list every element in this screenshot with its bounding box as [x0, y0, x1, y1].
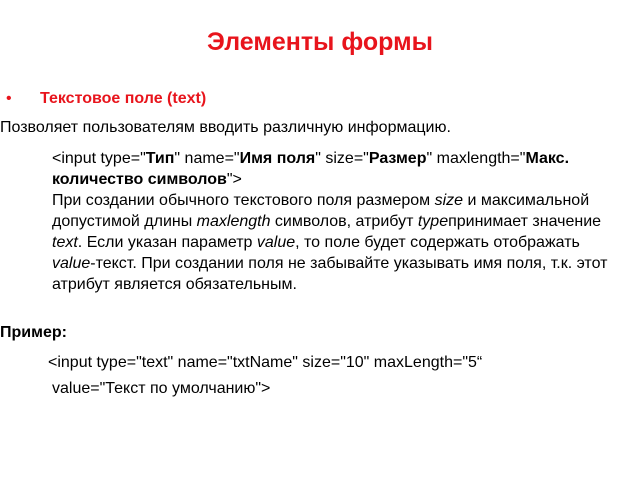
- body-fragment: -текст. При создании поля не забывайте указывать имя поля, т.к. этот атрибут является обязательным.: [52, 255, 608, 293]
- example-code-line: <input type="text" name="txtName" size="10" maxLength="5“: [48, 354, 483, 371]
- syntax-part: " size=": [315, 150, 369, 167]
- body-fragment: и максимальной допустимой длины: [52, 192, 590, 230]
- bullet-item: [6, 89, 206, 109]
- body-keyword: size: [434, 192, 464, 209]
- bullet-heading: Текстовое поле (text): [40, 90, 207, 107]
- body-fragment: символов, атрибут: [270, 213, 418, 230]
- syntax-part: " name=": [174, 150, 240, 167]
- syntax-part: " maxlength=": [426, 150, 526, 167]
- body-keyword: value: [256, 234, 296, 251]
- description-text: Позволяет пользователям вводить различную информацию.: [0, 119, 451, 136]
- body-keyword: maxlength: [196, 213, 271, 230]
- syntax-text: [52, 148, 612, 190]
- bullet-marker: •: [6, 90, 12, 107]
- syntax-part: ">: [226, 171, 242, 188]
- example-code-line: value="Текст по умолчанию">: [52, 380, 271, 397]
- body-keyword: type: [417, 213, 449, 230]
- type-placeholder: Тип: [145, 150, 175, 167]
- body-fragment: При создании обычного текстового поля размером: [52, 192, 435, 209]
- body-fragment: , то поле будет содержать отображать: [295, 234, 580, 251]
- body-fragment: . Если указан параметр: [77, 234, 257, 251]
- name-placeholder: Имя поля: [239, 150, 316, 167]
- example-label: Пример:: [0, 324, 67, 341]
- size-placeholder: Размер: [368, 150, 427, 167]
- body-keyword: value: [52, 255, 91, 272]
- body-fragment: принимает значение: [448, 213, 602, 230]
- body-text: [52, 190, 627, 295]
- syntax-part: <input type=": [52, 150, 146, 167]
- body-keyword: text: [52, 234, 78, 251]
- slide-title: Элементы формы: [207, 28, 433, 56]
- maxlength-placeholder: Макс. количество символов: [52, 150, 570, 188]
